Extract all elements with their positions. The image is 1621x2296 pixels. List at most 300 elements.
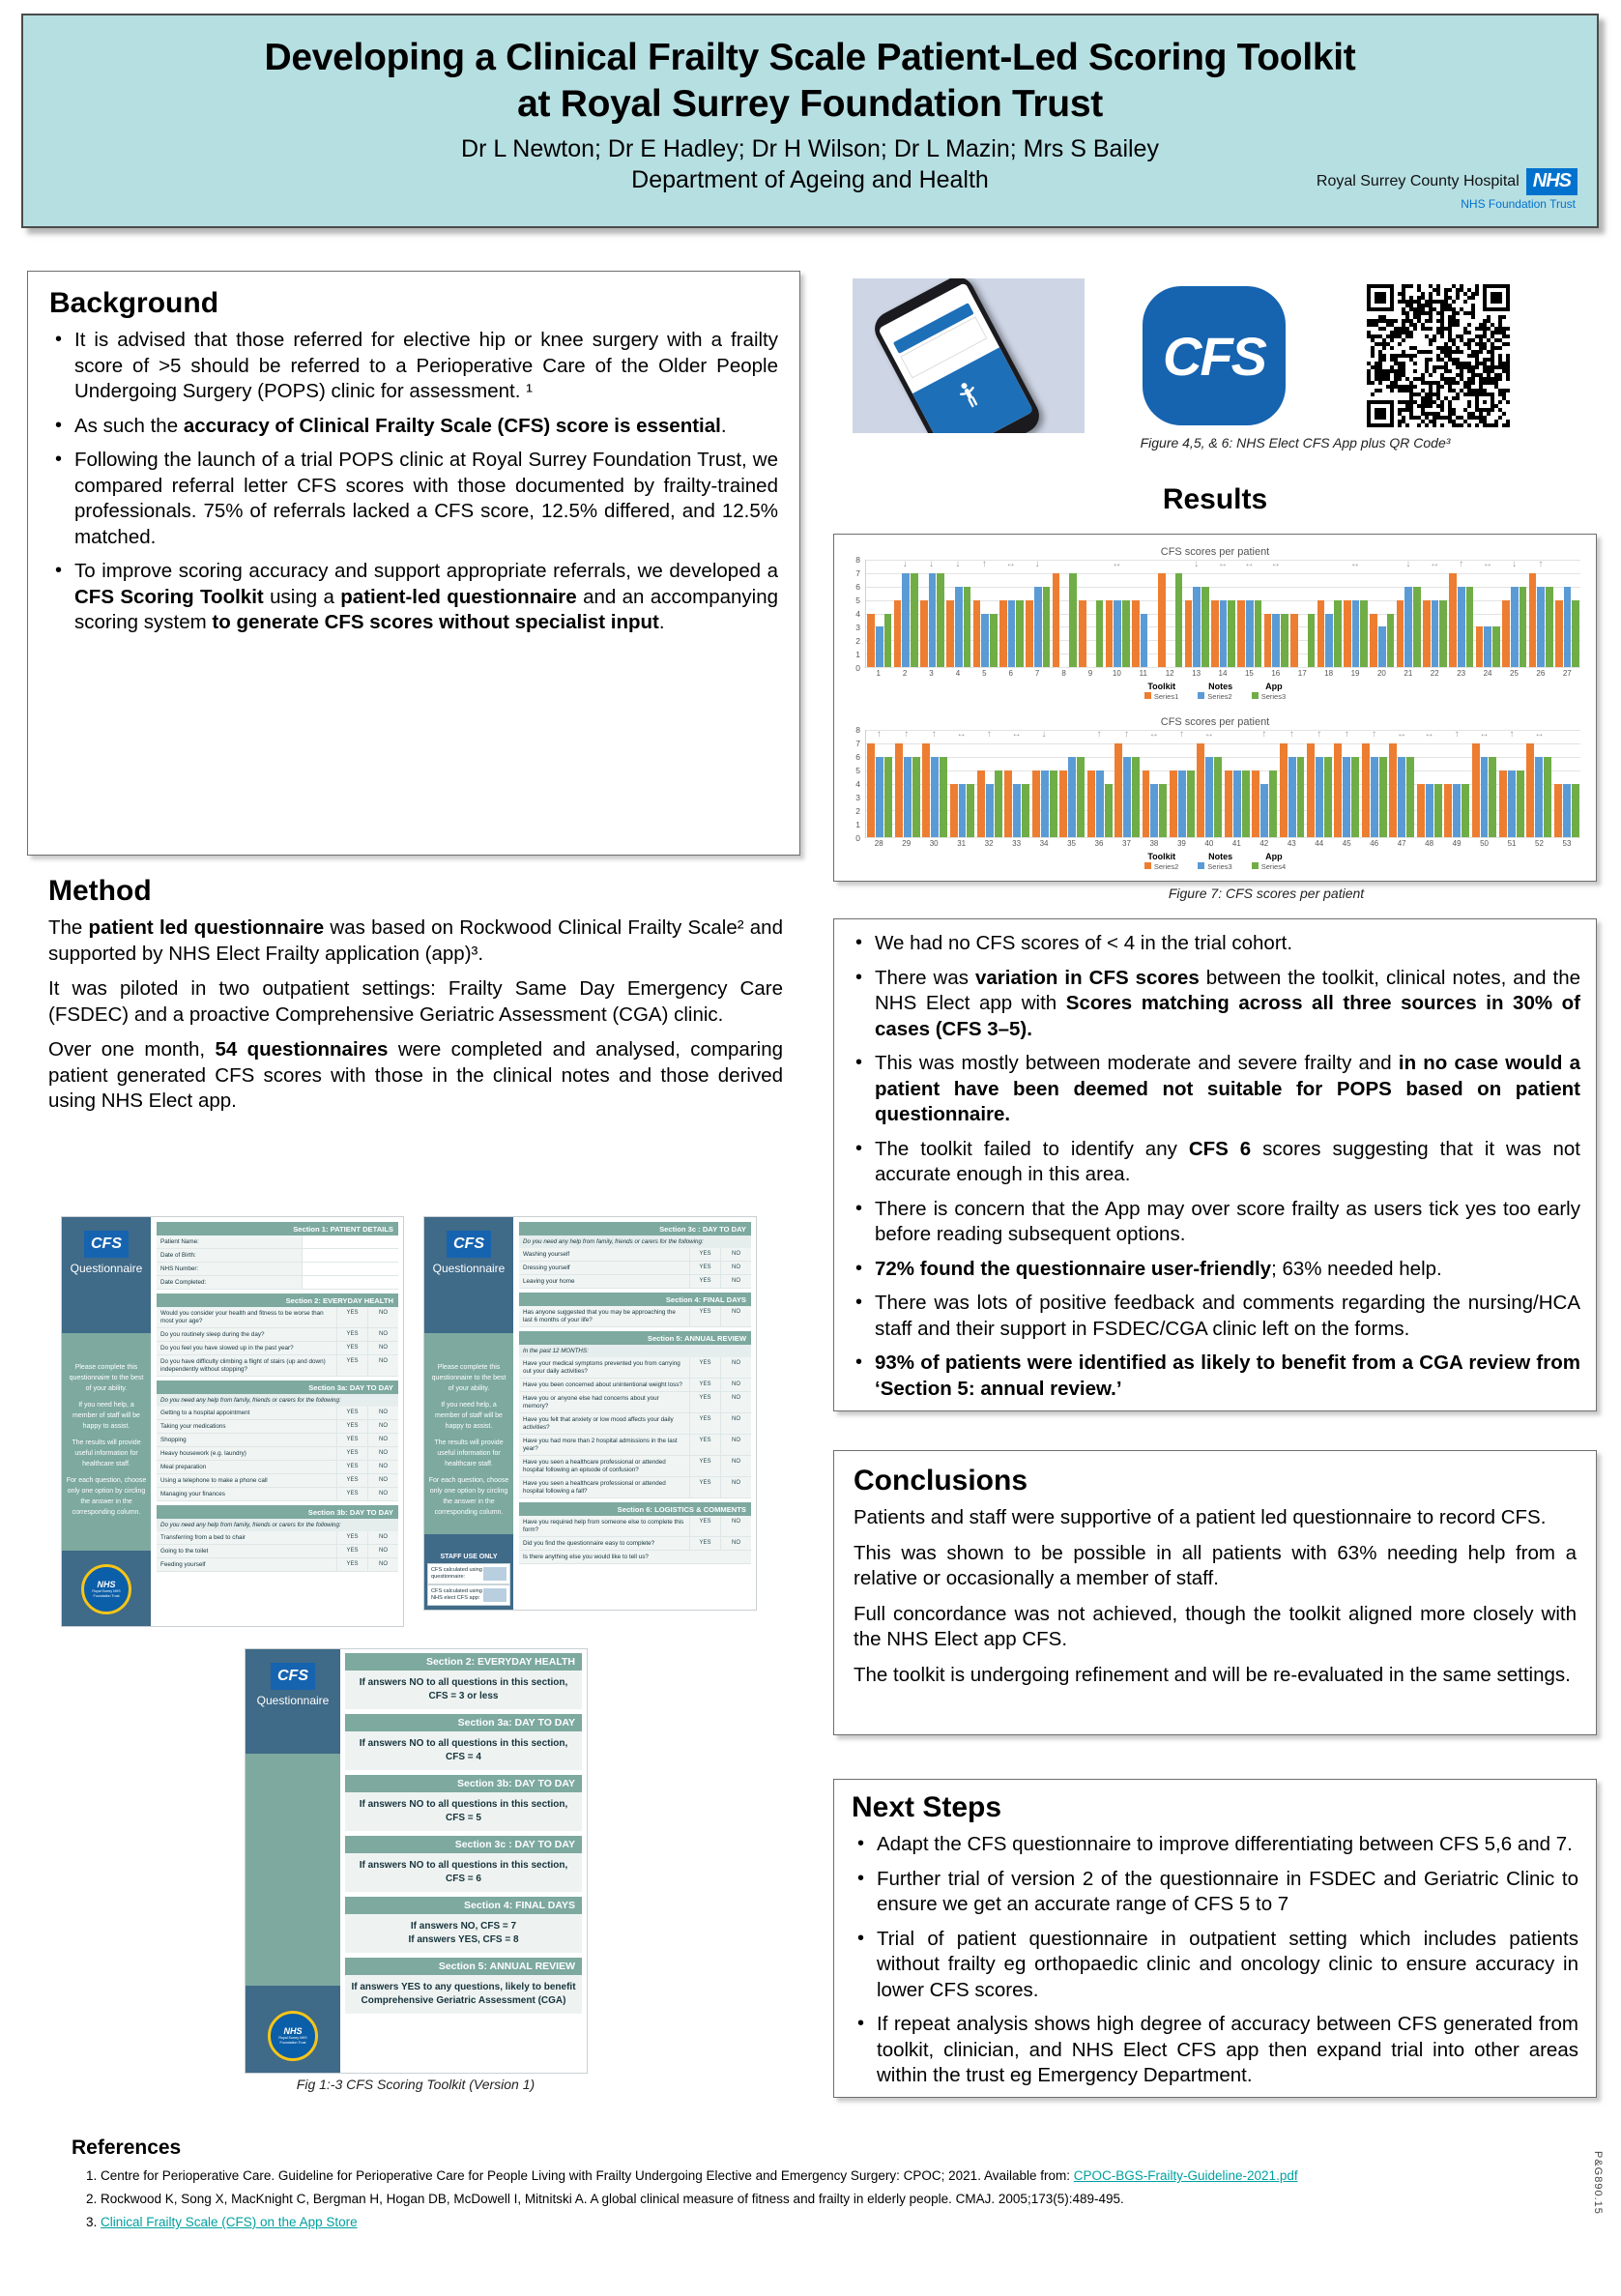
questionnaire-row-label: Managing your finances xyxy=(160,1490,225,1497)
x-axis-tick: 23 xyxy=(1457,669,1466,678)
questionnaire-row-label: Taking your medications xyxy=(160,1422,226,1430)
staff-use-row: CFS calculated using questionnaire: xyxy=(427,1563,510,1584)
x-axis-tick: 35 xyxy=(1067,839,1076,848)
questionnaire-row-label: Do you have difficulty climbing a flight of stairs (up and down) independently without stopping? xyxy=(160,1357,326,1373)
chart-bar xyxy=(1325,614,1333,668)
questionnaire-answer-no[interactable]: NO xyxy=(720,1477,751,1497)
y-axis-tick: 0 xyxy=(855,663,860,673)
chart-bar-group xyxy=(1415,730,1442,837)
chart-bar xyxy=(1398,757,1405,837)
chart-bar xyxy=(1220,600,1228,667)
questionnaire-section-header: Section 3c : DAY TO DAY xyxy=(519,1222,751,1235)
questionnaire-answer-yes[interactable]: YES xyxy=(689,1275,720,1288)
x-axis-tick: 30 xyxy=(929,839,939,848)
questionnaire-section-header: Section 3a: DAY TO DAY xyxy=(157,1381,398,1394)
questionnaire-row xyxy=(157,1474,398,1488)
questionnaire-row-label: Patient Name: xyxy=(160,1237,199,1245)
questionnaire-section-header: Section 6: LOGISTICS & COMMENTS xyxy=(519,1502,751,1516)
questionnaire-answer-no[interactable]: NO xyxy=(720,1275,751,1288)
chart-bar xyxy=(1502,600,1510,667)
staff-use-row: CFS calculated using NHS elect CFS app: xyxy=(427,1584,510,1606)
chart-bar xyxy=(920,600,928,667)
chart-bar xyxy=(1426,784,1433,838)
toolkit-figure-caption: Fig 1:-3 CFS Scoring Toolkit (Version 1) xyxy=(296,2077,536,2092)
questionnaire-answer-yes[interactable]: YES xyxy=(336,1531,367,1544)
chart-annotation-arrow-icon xyxy=(1051,559,1077,572)
next-steps-section xyxy=(833,1779,1597,2098)
questionnaire-answer-no[interactable]: NO xyxy=(720,1379,751,1391)
questionnaire-answer-no[interactable]: NO xyxy=(367,1545,398,1557)
questionnaire-row-label: Do you feel you have slowed up in the past year? xyxy=(160,1344,294,1351)
next-steps-bullet: • Further trial of version 2 of the questionnaire in FSDEC and Geriatric Clinic to ensure we get an accurate range of CFS 5 to 7 xyxy=(852,1867,1578,1918)
chart-annotation-arrow-icon xyxy=(1156,559,1182,572)
chart-bar xyxy=(1564,587,1572,667)
questionnaire-row-label: Have you been concerned about unintentional weight loss? xyxy=(523,1381,682,1388)
x-axis-tick: 51 xyxy=(1507,839,1517,848)
questionnaire-answer-yes[interactable]: YES xyxy=(689,1456,720,1476)
chart-bar xyxy=(1484,626,1491,667)
chart-bar xyxy=(1143,770,1150,837)
chart-bar-group xyxy=(1025,560,1051,667)
questionnaire-row xyxy=(157,1249,398,1263)
x-axis-tick: 3 xyxy=(929,669,934,678)
x-axis-tick: 33 xyxy=(1012,839,1022,848)
questionnaire-answer-no[interactable]: NO xyxy=(720,1357,751,1378)
chart-bar xyxy=(911,573,918,667)
questionnaire-row xyxy=(519,1306,751,1327)
chart-bar-group xyxy=(1210,560,1236,667)
questionnaire-answer-no[interactable]: NO xyxy=(367,1342,398,1354)
x-axis-tick: 22 xyxy=(1430,669,1439,678)
questionnaire-row-label: Have you required help from someone else to complete this form? xyxy=(523,1518,684,1533)
chart-title: CFS scores per patient xyxy=(1160,546,1270,558)
questionnaire-answer-yes[interactable]: YES xyxy=(336,1474,367,1487)
chart-annotation-arrow-icon: ↓ xyxy=(902,559,908,569)
questionnaire-answer-no[interactable]: NO xyxy=(720,1248,751,1261)
toolkit-nhs-roundel-icon xyxy=(268,2011,318,2061)
questionnaire-word-2: Questionnaire xyxy=(432,1262,506,1275)
nhs-foundation-subtitle: NHS Foundation Trust xyxy=(1461,197,1576,211)
background-bullet: • Following the launch of a trial POPS clinic at Royal Surrey Foundation Trust, we compared referral letter CFS scores with those documented by frailty-trained professionals. 75% of referrals lacked a CFS score, 12.5% differed, and 12.5% matched. xyxy=(49,448,778,550)
questionnaire-answer-no[interactable]: NO xyxy=(367,1407,398,1419)
questionnaire-answer-yes[interactable]: YES xyxy=(336,1558,367,1571)
questionnaire-row-label: Transferring from a bed to chair xyxy=(160,1533,246,1541)
chart-bar xyxy=(902,573,910,667)
questionnaire-answer-no[interactable]: NO xyxy=(367,1558,398,1571)
conclusions-paragraph: The toolkit is undergoing refinement and will be re-evaluated in the same settings. xyxy=(854,1663,1571,1686)
toolkit-rule-body: If answers NO to all questions in this section, CFS = 4 xyxy=(345,1731,582,1770)
x-axis-tick: 2 xyxy=(902,669,908,678)
chart-bar xyxy=(867,743,875,837)
questionnaire-answer-yes[interactable]: YES xyxy=(336,1488,367,1500)
chart-bar xyxy=(894,600,902,667)
questionnaire-answer-no[interactable]: NO xyxy=(720,1392,751,1412)
questionnaire-answer-no[interactable]: NO xyxy=(367,1461,398,1473)
questionnaire-answer-yes[interactable]: YES xyxy=(689,1306,720,1326)
reference-item: 1. Centre for Perioperative Care. Guideline for Perioperative Care for People Living with Frailty Undergoing Elective and Emergency Surgery: CPOC; 2021. Available from: CPOC-BGS-Frailty-Guideline-2021.pdf xyxy=(101,2166,1541,2185)
questionnaire-answer-yes[interactable]: YES xyxy=(689,1516,720,1536)
chart-annotation-arrow-icon: ↔ xyxy=(1217,559,1228,569)
chart-bar xyxy=(1187,770,1195,837)
chart-bar-group xyxy=(1306,730,1333,837)
chart-annotation-arrow-icon: ↓ xyxy=(1041,729,1047,740)
chart-bar xyxy=(876,626,883,667)
chart-bar xyxy=(1324,757,1332,837)
questionnaire-answer-no[interactable]: NO xyxy=(367,1420,398,1433)
cfs-scores-charts xyxy=(833,534,1597,882)
chart-bar xyxy=(1175,573,1183,667)
x-axis-tick: 28 xyxy=(874,839,883,848)
chart-patients-1-27 xyxy=(844,542,1586,705)
nhs-roundel-sub: Royal Surrey NHS Foundation Trust xyxy=(92,1589,121,1598)
questionnaire-answer-yes[interactable]: YES xyxy=(689,1477,720,1497)
chart-annotation-arrow-icon: ↔ xyxy=(1483,559,1493,569)
chart-bar-group xyxy=(1448,560,1474,667)
chart-bar xyxy=(1544,757,1551,837)
chart-annotation-arrow-icon: ↔ xyxy=(1479,729,1490,740)
chart-bar xyxy=(895,743,903,837)
questionnaire-answer-yes[interactable]: YES xyxy=(336,1461,367,1473)
toolkit-sidebar xyxy=(246,1649,340,2073)
chart-bar xyxy=(1520,587,1527,667)
chart-bar-group xyxy=(1289,560,1316,667)
questionnaire-row-label: Leaving your home xyxy=(523,1277,575,1285)
chart-bar-group xyxy=(1085,730,1113,837)
questionnaire-answer-no[interactable]: NO xyxy=(720,1516,751,1536)
questionnaire-answer-yes[interactable]: YES xyxy=(336,1434,367,1446)
questionnaire-row-label: Have you seen a healthcare professional or attended hospital following an episode of confusion? xyxy=(523,1458,666,1473)
questionnaire-row xyxy=(157,1558,398,1572)
questionnaire-row xyxy=(519,1413,751,1435)
cfs-app-icon: CFS xyxy=(1143,286,1286,425)
chart-bar xyxy=(1237,600,1245,667)
questionnaire-row xyxy=(519,1357,751,1379)
nhs-roundel-icon xyxy=(81,1564,131,1614)
chart-bar-group xyxy=(1131,560,1157,667)
questionnaire-row xyxy=(519,1275,751,1289)
toolkit-rule-title: Section 3c : DAY TO DAY xyxy=(345,1836,582,1853)
chart-annotation-arrow-icon xyxy=(1223,729,1250,742)
chart-annotation-arrow-icon: ↑ xyxy=(1123,729,1129,740)
chart-legend-header: Toolkit xyxy=(1147,852,1176,861)
questionnaire-answer-no[interactable]: NO xyxy=(720,1456,751,1476)
chart-bar xyxy=(1370,614,1377,668)
y-axis-tick: 7 xyxy=(855,739,860,748)
questionnaire-row xyxy=(157,1434,398,1447)
chart-bar xyxy=(1406,757,1414,837)
questionnaire-row xyxy=(157,1545,398,1558)
questionnaire-answer-yes[interactable]: YES xyxy=(336,1420,367,1433)
questionnaire-row-label: Meal preparation xyxy=(160,1463,207,1470)
chart-plot-area xyxy=(844,725,1586,848)
chart-plot xyxy=(865,560,1580,668)
questionnaire-row xyxy=(519,1551,751,1564)
chart-bar-group xyxy=(1263,560,1289,667)
questionnaire-answer-no[interactable]: NO xyxy=(367,1488,398,1500)
questionnaire-answer-no[interactable]: NO xyxy=(367,1328,398,1341)
questionnaire-answer-no[interactable]: NO xyxy=(720,1413,751,1434)
nhs-roundel-label: NHS xyxy=(97,1580,116,1589)
conclusions-paragraph: Patients and staff were supportive of a patient led questionnaire to record CFS. xyxy=(854,1506,1547,1528)
chart-annotation-arrow-icon: ↑ xyxy=(1459,559,1464,569)
chart-bar xyxy=(867,614,875,668)
chart-bar-group xyxy=(1525,730,1552,837)
reference-link[interactable]: CPOC-BGS-Frailty-Guideline-2021.pdf xyxy=(1073,2168,1298,2183)
x-axis-tick: 43 xyxy=(1287,839,1296,848)
chart-annotation-arrow-icon: ↔ xyxy=(956,729,967,740)
chart-annotation-arrow-icon xyxy=(1369,559,1395,572)
chart-legend-header: Notes xyxy=(1208,852,1233,861)
x-axis-tick: 44 xyxy=(1315,839,1324,848)
results-heading: Results xyxy=(1162,483,1268,515)
questionnaire-answer-no[interactable]: NO xyxy=(367,1474,398,1487)
chart-bar-group xyxy=(976,730,1003,837)
chart-bar xyxy=(1013,784,1021,838)
questionnaire-answer-yes[interactable]: YES xyxy=(689,1392,720,1412)
chart-bar xyxy=(1432,600,1439,667)
chart-annotation-arrow-icon: ↔ xyxy=(1148,729,1159,740)
questionnaire-answer-yes[interactable]: YES xyxy=(689,1537,720,1550)
chart-title: CFS scores per patient xyxy=(1160,716,1270,728)
title-line-1: Developing a Clinical Frailty Scale Patient-Led Scoring Toolkit xyxy=(264,37,1356,78)
next-steps-bullet: • Trial of patient questionnaire in outpatient setting which includes patients without frailty eg orthopaedic clinic and oncology clinic to ensure accuracy in lower CFS scores. xyxy=(852,1927,1578,2004)
x-axis-tick: 15 xyxy=(1244,669,1254,678)
questionnaire-figure-group xyxy=(53,1216,778,1632)
questionnaire-answer-yes[interactable]: YES xyxy=(689,1262,720,1274)
questionnaire-row-label: NHS Number: xyxy=(160,1264,199,1272)
x-axis-tick: 36 xyxy=(1094,839,1104,848)
questionnaire-input-field[interactable] xyxy=(302,1235,398,1248)
chart-bar xyxy=(929,573,937,667)
chart-bar-group xyxy=(892,560,918,667)
chart-bar-group xyxy=(1396,560,1422,667)
questionnaire-row xyxy=(519,1516,751,1537)
chart-bar xyxy=(1123,757,1131,837)
questionnaire-input-field[interactable] xyxy=(302,1276,398,1289)
toolkit-cfs-logo-icon: CFS xyxy=(271,1663,315,1690)
chart-bar xyxy=(1122,600,1130,667)
questionnaire-row-label: Getting to a hospital appointment xyxy=(160,1409,250,1416)
cfs-logo-icon-2: CFS xyxy=(447,1231,491,1258)
chart-annotation-arrow-icon xyxy=(1553,729,1580,742)
questionnaire-answer-no[interactable]: NO xyxy=(367,1355,398,1376)
chart-annotation-arrow-icon: ↔ xyxy=(1397,729,1407,740)
questionnaire-row-label: Have your medical symptoms prevented you from carrying out your daily activities? xyxy=(523,1359,680,1375)
chart-bar-group xyxy=(1223,730,1250,837)
chart-bar xyxy=(1413,587,1421,667)
toolkit-nhs-label: NHS xyxy=(283,2026,303,2036)
chart-bar-group xyxy=(1501,560,1527,667)
chart-legend-item: Series4 xyxy=(1252,862,1286,871)
chart-bar xyxy=(946,600,954,667)
questionnaire-input-field[interactable] xyxy=(302,1249,398,1262)
chart-bar xyxy=(1053,573,1060,667)
chart-annotations xyxy=(865,559,1580,572)
chart-bar xyxy=(1378,626,1386,667)
chart-annotation-arrow-icon: ↑ xyxy=(1288,729,1294,740)
chart-bar-group xyxy=(1333,730,1360,837)
y-axis-tick: 0 xyxy=(855,833,860,843)
questionnaire-answer-no[interactable]: NO xyxy=(367,1531,398,1544)
chart-bar-group xyxy=(1316,560,1342,667)
chart-bar xyxy=(1068,757,1076,837)
questionnaire-row xyxy=(157,1420,398,1434)
chart-bar xyxy=(959,784,967,838)
questionnaire-answer-yes[interactable]: YES xyxy=(336,1545,367,1557)
phone-device-icon xyxy=(869,278,1045,433)
chart-bar xyxy=(1260,784,1268,838)
x-axis-tick: 37 xyxy=(1122,839,1131,848)
questionnaire-answer-no[interactable]: NO xyxy=(720,1537,751,1550)
chart-annotation-arrow-icon: ↑ xyxy=(986,729,992,740)
chart-bar xyxy=(1572,784,1579,838)
department-label: Department of Ageing and Health xyxy=(631,166,989,193)
chart-bar xyxy=(1069,573,1077,667)
chart-annotations xyxy=(865,729,1580,742)
method-paragraph: Over one month, 54 questionnaires were completed and analysed, comparing patient generated CFS scores with those in the clinical notes and those derived using NHS Elect app. xyxy=(48,1038,784,1112)
x-axis-tick: 11 xyxy=(1139,669,1147,678)
chart-bar-group xyxy=(1369,560,1395,667)
y-axis-tick: 1 xyxy=(855,820,860,829)
questionnaire-answer-yes[interactable]: YES xyxy=(689,1357,720,1378)
x-axis-tick: 48 xyxy=(1425,839,1434,848)
chart-bar-group xyxy=(866,730,893,837)
x-axis-tick: 34 xyxy=(1039,839,1049,848)
questionnaire-section-header: Section 2: EVERYDAY HEALTH xyxy=(157,1293,398,1307)
chart-bar xyxy=(1026,600,1033,667)
chart-bar xyxy=(1246,600,1254,667)
questionnaire-answer-yes[interactable]: YES xyxy=(336,1307,367,1327)
x-axis-tick: 14 xyxy=(1218,669,1228,678)
app-figure-caption: Figure 4,5, & 6: NHS Elect CFS App plus QR Code³ xyxy=(1140,435,1451,450)
frailty-person-icon xyxy=(953,377,986,413)
chart-bar xyxy=(1387,614,1395,668)
chart-bar xyxy=(950,784,958,838)
chart-bar xyxy=(1242,770,1250,837)
chart-bar xyxy=(904,757,912,837)
y-axis-tick: 6 xyxy=(855,582,860,592)
questionnaire-row-label: Date of Birth: xyxy=(160,1251,196,1259)
x-axis-tick: 52 xyxy=(1535,839,1544,848)
chart-bar xyxy=(1439,600,1447,667)
chart-annotation-arrow-icon: ↑ xyxy=(931,729,937,740)
y-axis-tick: 3 xyxy=(855,623,860,632)
chart-bar xyxy=(981,614,989,668)
questionnaire-answer-yes[interactable]: YES xyxy=(336,1447,367,1460)
conclusions-paragraph: Full concordance was not achieved, though the toolkit aligned more closely with the NHS Elect app CFS. xyxy=(854,1602,1577,1650)
questionnaire-answer-yes[interactable]: YES xyxy=(336,1355,367,1376)
y-axis-tick: 5 xyxy=(855,596,860,605)
results-bullet: • There was lots of positive feedback and comments regarding the nursing/HCA staff and their support in FSDEC/CGA clinic left on the forms. xyxy=(850,1291,1580,1342)
questionnaire-answer-yes[interactable]: YES xyxy=(336,1328,367,1341)
chart-bar xyxy=(1178,770,1186,837)
chart-bar xyxy=(884,614,892,668)
chart-bar-group xyxy=(1361,730,1388,837)
conclusions-paragraph: This was shown to be possible in all patients with 63% needing help from a relative or occasionally a member of staff. xyxy=(854,1541,1577,1589)
toolkit-rule-title: Section 3b: DAY TO DAY xyxy=(345,1775,582,1792)
chart-annotation-arrow-icon: ↔ xyxy=(1244,559,1255,569)
questionnaire-answer-no[interactable]: NO xyxy=(367,1447,398,1460)
questionnaire-answer-no[interactable]: NO xyxy=(367,1434,398,1446)
chart-bar-group xyxy=(1553,730,1580,837)
chart-bar xyxy=(1572,600,1579,667)
questionnaire-answer-no[interactable]: NO xyxy=(720,1262,751,1274)
chart-bar xyxy=(1343,757,1350,837)
questionnaire-answer-yes[interactable]: YES xyxy=(336,1407,367,1419)
chart-bar xyxy=(1022,784,1029,838)
chart-bar xyxy=(1476,626,1484,667)
references-heading: References xyxy=(72,2136,182,2159)
chart-bar xyxy=(1499,770,1507,837)
questionnaire-answer-no[interactable]: NO xyxy=(367,1307,398,1327)
questionnaire-word: Questionnaire xyxy=(70,1262,143,1275)
chart-legend-item: Series3 xyxy=(1198,862,1231,871)
chart-legend-header: Notes xyxy=(1208,682,1233,691)
chart-bar xyxy=(1423,600,1431,667)
y-axis-tick: 3 xyxy=(855,793,860,802)
chart-figure-caption: Figure 7: CFS scores per patient xyxy=(1168,886,1365,901)
poster-header xyxy=(21,14,1599,228)
questionnaire-row xyxy=(157,1531,398,1545)
chart-bar-group xyxy=(1196,730,1223,837)
questionnaire-answer-yes[interactable]: YES xyxy=(689,1379,720,1391)
x-axis-tick: 49 xyxy=(1452,839,1462,848)
chart-bar xyxy=(1453,784,1461,838)
chart-bar xyxy=(940,757,947,837)
results-bullet: • We had no CFS scores of < 4 in the trial cohort. xyxy=(850,931,1580,957)
x-axis-tick: 38 xyxy=(1149,839,1159,848)
questionnaire-answer-yes[interactable]: YES xyxy=(689,1413,720,1434)
chart-annotation-arrow-icon: ↔ xyxy=(1011,729,1022,740)
questionnaire-answer-yes[interactable]: YES xyxy=(336,1342,367,1354)
questionnaire-row xyxy=(157,1447,398,1461)
questionnaire-row xyxy=(157,1328,398,1342)
author-list: Dr L Newton; Dr E Hadley; Dr H Wilson; Dr L Mazin; Mrs S Bailey xyxy=(461,135,1159,162)
questionnaire-answer-no[interactable]: NO xyxy=(720,1306,751,1326)
chart-bar xyxy=(1472,743,1480,837)
chart-legend-header: App xyxy=(1265,852,1283,861)
toolkit-rule-title: Section 4: FINAL DAYS xyxy=(345,1897,582,1914)
chart-bar xyxy=(1272,614,1280,668)
x-axis-tick: 39 xyxy=(1176,839,1186,848)
y-axis-tick: 5 xyxy=(855,766,860,775)
questionnaire-content-2 xyxy=(513,1217,756,1610)
questionnaire-input-field[interactable] xyxy=(302,1263,398,1275)
chart-bar xyxy=(1211,600,1219,667)
questionnaire-row-label: Is there anything else you would like to tell us? xyxy=(523,1553,649,1560)
chart-annotation-arrow-icon xyxy=(1077,559,1103,572)
toolkit-rules xyxy=(340,1649,587,2073)
chart-annotation-arrow-icon: ↔ xyxy=(1203,729,1214,740)
nhs-logo xyxy=(1317,168,1578,211)
x-axis-tick: 13 xyxy=(1192,669,1201,678)
questionnaire-answer-yes[interactable]: YES xyxy=(689,1435,720,1455)
y-axis-tick: 8 xyxy=(855,725,860,735)
chart-bar xyxy=(986,784,994,838)
questionnaire-row xyxy=(157,1307,398,1328)
reference-link[interactable]: Clinical Frailty Scale (CFS) on the App Store xyxy=(101,2215,358,2229)
questionnaire-answer-yes[interactable]: YES xyxy=(689,1248,720,1261)
chart-bar-group xyxy=(1527,560,1553,667)
next-steps-heading: Next Steps xyxy=(852,1791,1002,1823)
phone-screenshot xyxy=(853,278,1085,433)
chart-bar xyxy=(1529,573,1537,667)
results-bullet: • There was variation in CFS scores between the toolkit, clinical notes, and the NHS Elect app with Scores matching across all three sources in 30% of cases (CFS 3–5). xyxy=(850,966,1580,1043)
chart-bar xyxy=(1449,573,1457,667)
questionnaire-row-label: Dressing yourself xyxy=(523,1264,570,1271)
cfs-logo-icon: CFS xyxy=(84,1231,129,1258)
questionnaire-answer-no[interactable]: NO xyxy=(720,1435,751,1455)
